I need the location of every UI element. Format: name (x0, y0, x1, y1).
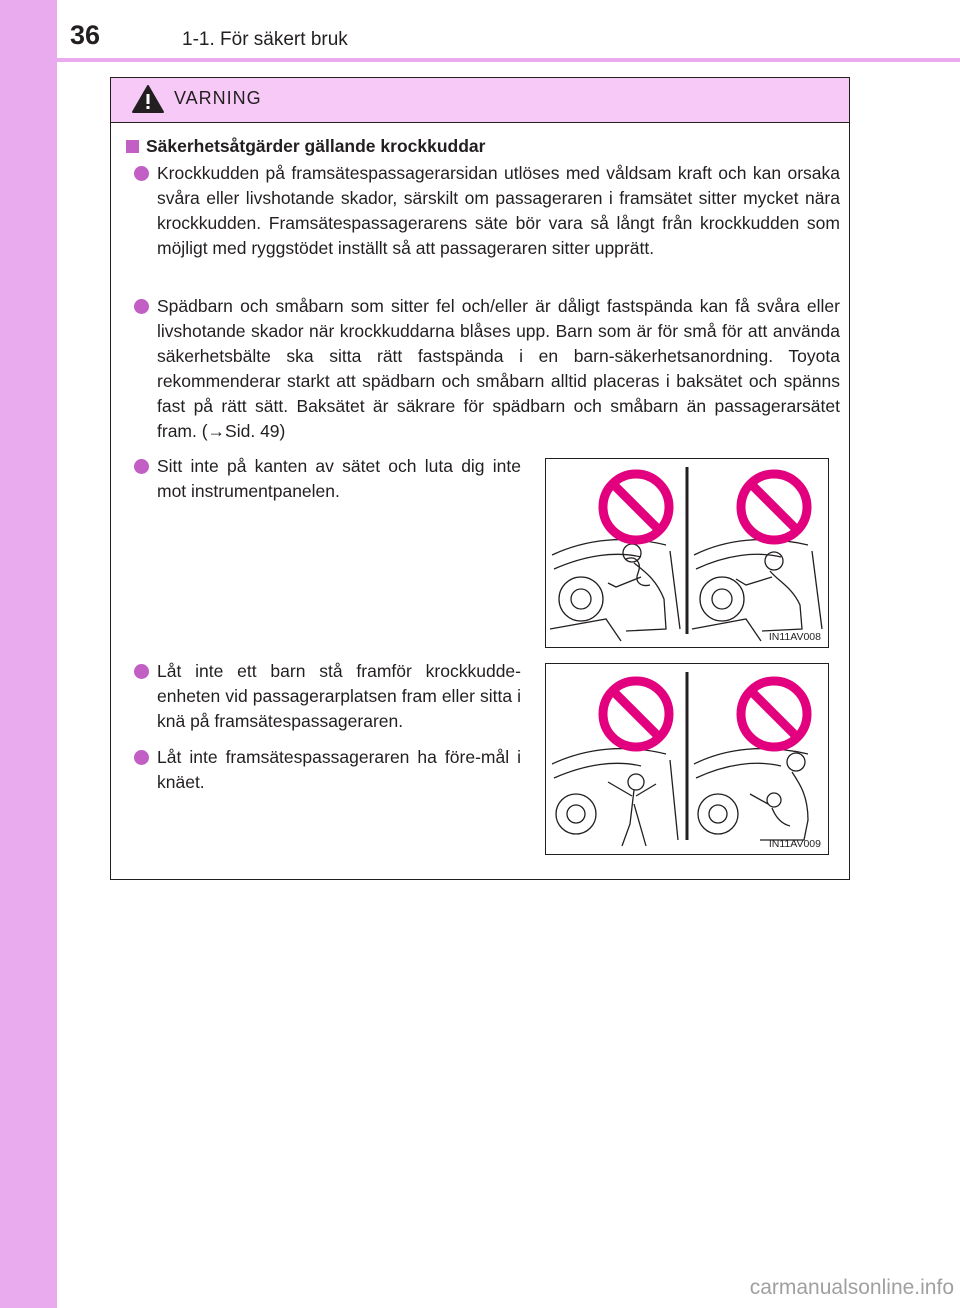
bullet-text: Låt inte ett barn stå framför krockkudde-enheten vid passagerarplatsen fram eller sitta i knä på framsätespassageraren. (157, 661, 521, 731)
bullet-text: Spädbarn och småbarn som sitter fel och/eller är dåligt fastspända kan få svåra eller livshotande skador när krockkuddarna blåses upp. Barn som är för små för att använda säkerhetsbälte ska sitta rätt fastspända i en barn-säkerhetsanordning. Toyota rekommenderar starkt att spädbarn och småbarn alltid placeras i baksätet och spänns fast på rätt sätt. Baksätet är säkrare för spädbarn och småbarn än passagerarsätet fram. (→Sid. 49) (157, 296, 840, 441)
bullet-dot-icon (134, 166, 149, 181)
figure-code: IN11AV009 (768, 838, 821, 850)
illustration-drawing (546, 664, 828, 854)
square-bullet-icon (126, 140, 139, 153)
bullet-dot-icon (134, 750, 149, 765)
header-rule (57, 58, 960, 62)
page-number: 36 (70, 20, 101, 50)
warning-box (110, 77, 850, 880)
bullet-item (157, 161, 840, 261)
illustration-child-airbag (545, 663, 829, 855)
illustration-drawing (546, 459, 828, 647)
bullet-dot-icon (134, 299, 149, 314)
safety-heading (126, 136, 485, 157)
bullet-text: Sitt inte på kanten av sätet och luta dig inte mot instrumentpanelen. (157, 456, 521, 501)
warning-label: VARNING (174, 88, 262, 108)
bullet-text: Låt inte framsätespassageraren ha före-mål i knäet. (157, 747, 521, 792)
side-strip (0, 0, 57, 1308)
bullet-text: Krockkudden på framsätespassagerarsidan utlöses med våldsam kraft och kan orsaka svåra eller livshotande skador, särskilt om passageraren i framsätet sitter mycket nära krockkudden. Framsätespassagerarens säte bör vara så långt från krockkudden som möjligt med ryggstödet inställt så att passageraren sitter upprätt. (157, 163, 840, 258)
figure-code: IN11AV008 (768, 631, 821, 643)
section-title: 1-1. För säkert bruk (182, 29, 348, 50)
safety-heading-text: Säkerhetsåtgärder gällande krockkuddar (146, 136, 486, 156)
bullet-dot-icon (134, 664, 149, 679)
bullet-dot-icon (134, 459, 149, 474)
warning-triangle-icon (131, 84, 165, 114)
footer-watermark: carmanualsonline.info (749, 1276, 954, 1299)
bullet-item (157, 659, 521, 734)
bullet-item (157, 294, 840, 444)
illustration-seat-lean (545, 458, 829, 648)
warning-header (111, 78, 849, 123)
bullet-item (157, 745, 521, 795)
bullet-item (157, 454, 521, 504)
